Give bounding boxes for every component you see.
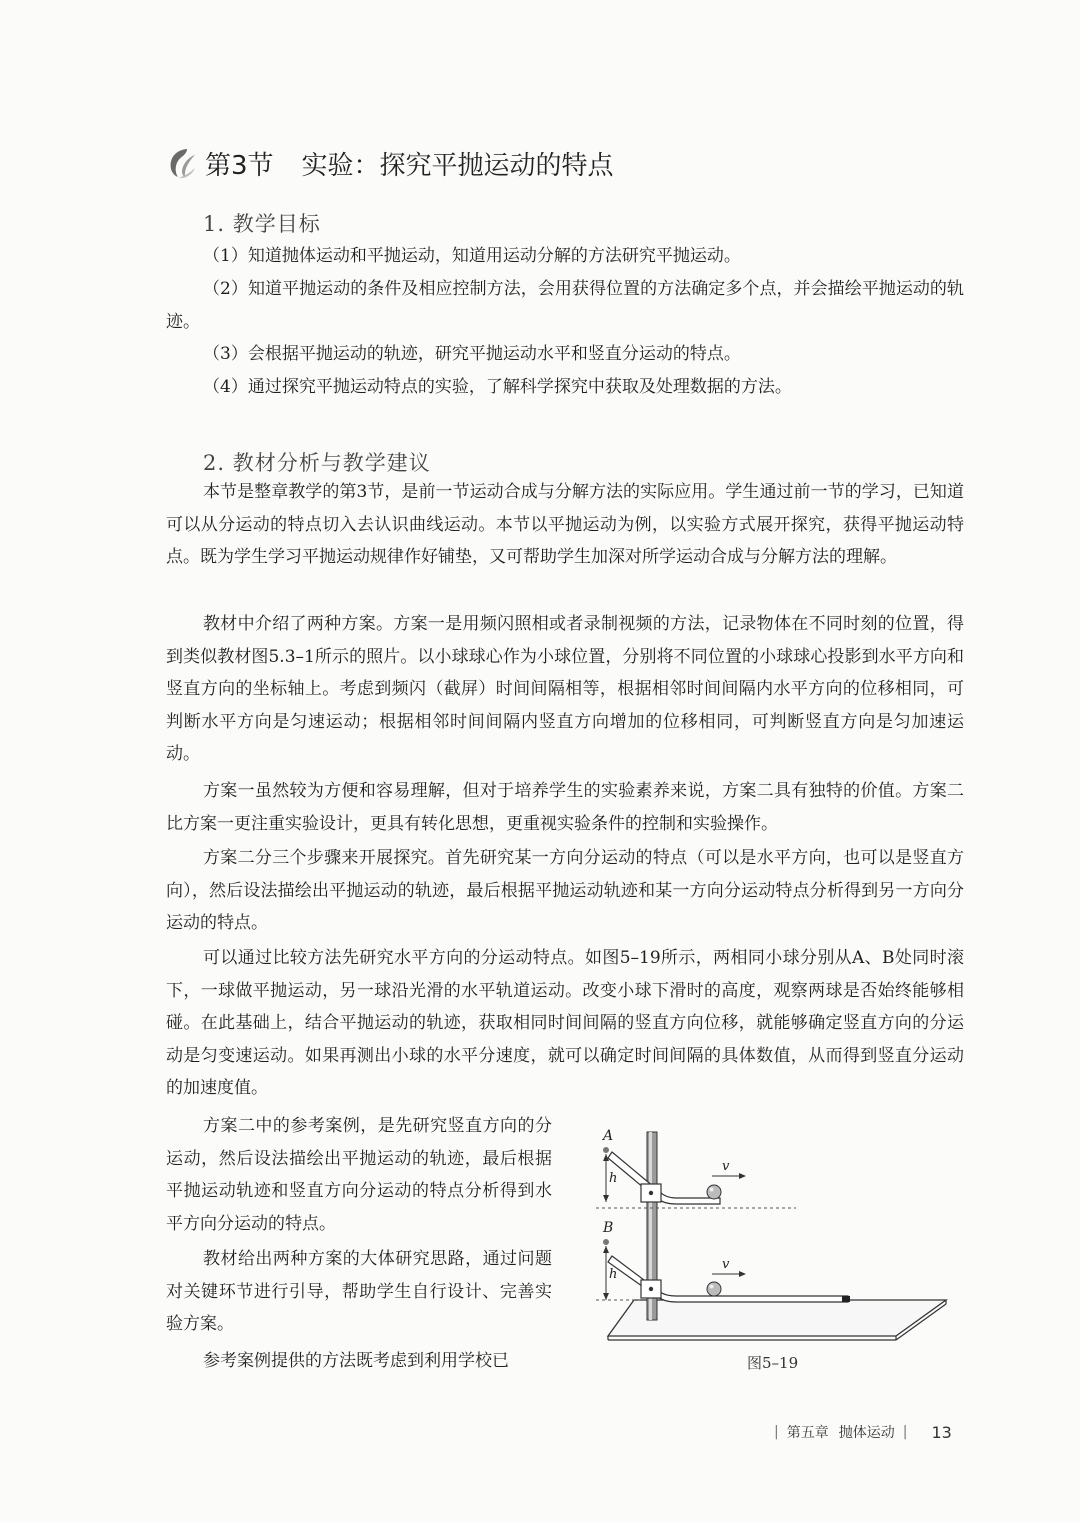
objective-item: （2）知道平抛运动的条件及相应控制方法，会用获得位置的方法确定多个点，并会描绘平抛运动的轨迹。 — [166, 279, 964, 332]
objective-item: （3）会根据平抛运动的轨迹，研究平抛运动水平和竖直分运动的特点。 — [203, 344, 741, 364]
section-heading: 实验：探究平抛运动的特点 — [301, 150, 614, 181]
objective-item: （1）知道抛体运动和平抛运动，知道用运动分解的方法研究平抛运动。 — [203, 246, 741, 266]
footer-divider-left: | — [774, 1424, 779, 1440]
heading-textbook-analysis: 2. 教材分析与教学建议 — [203, 451, 431, 475]
page-footer — [766, 1422, 952, 1442]
body-paragraph-narrow: 教材给出两种方案的大体研究思路，通过问题对关键环节进行引导，帮助学生自行设计、完善实验方案。 — [166, 1249, 552, 1335]
body-paragraph: 方案二分三个步骤来开展探究。首先研究某一方向分运动的特点（可以是水平方向，也可以是竖直方向），然后设法描绘出平抛运动的轨迹，最后根据平抛运动轨迹和某一方向分运动特点分析得到另一方向分运动的特点。 — [166, 848, 964, 934]
figure-caption: 图5–19 — [747, 1354, 799, 1372]
section-title — [165, 140, 614, 186]
body-paragraph: 教材中介绍了两种方案。方案一是用频闪照相或者录制视频的方法，记录物体在不同时刻的位置，得到类似教材图5.3–1所示的照片。以小球球心作为小球位置，分别将不同位置的小球球心投影到水平方向和竖直方向的坐标轴上。考虑到频闪（截屏）时间间隔相等，根据相邻时间间隔内水平方向的位移相同，可判断水平方向是匀速运动；根据相邻时间间隔内竖直方向增加的位移相同，可判断竖直方向是匀加速运动。 — [166, 614, 964, 765]
body-paragraph: 本节是整章教学的第3节，是前一节运动合成与分解方法的实际应用。学生通过前一节的学习，已知道可以从分运动的特点切入去认识曲线运动。本节以平抛运动为例，以实验方式展开探究，获得平抛运动特点。既为学生学习平抛运动规律作好铺垫，又可帮助学生加深对所学运动合成与分解方法的理解。 — [166, 482, 964, 568]
ball-upper — [707, 1185, 721, 1199]
section-number: 第3节 — [205, 150, 274, 181]
body-paragraph-narrow: 方案二中的参考案例，是先研究竖直方向的分运动，然后设法描绘出平抛运动的轨迹，最后根据平抛运动轨迹和竖直方向分运动的特点分析得到水平方向分运动的特点。 — [166, 1116, 552, 1234]
page-number: 13 — [931, 1422, 952, 1442]
section-logo-icon — [165, 145, 201, 181]
objective-item: （4）通过探究平抛运动特点的实验，了解科学探究中获取及处理数据的方法。 — [203, 377, 792, 397]
footer-chapter: 第五章 — [786, 1425, 829, 1441]
label-h-upper: h — [609, 1171, 618, 1186]
label-b: B — [603, 1220, 614, 1236]
label-v-upper: v — [722, 1159, 730, 1174]
base-board — [608, 1300, 946, 1336]
heading-teaching-objectives: 1. 教学目标 — [203, 212, 321, 236]
label-a: A — [603, 1128, 614, 1144]
figure-5-19-diagram — [596, 1124, 956, 1344]
label-h-lower: h — [609, 1267, 618, 1282]
label-v-lower: v — [722, 1257, 730, 1272]
footer-divider-right: | — [902, 1424, 908, 1440]
upper-chute — [608, 1152, 720, 1204]
body-paragraph: 可以通过比较方法先研究水平方向的分运动特点。如图5–19所示，两相同小球分别从A、B处同时滚下，一球做平抛运动，另一球沿光滑的水平轨道运动。改变小球下滑时的高度，观察两球是否始终能够相碰。在此基础上，结合平抛运动的轨迹，获取相同时间间隔的竖直方向位移，就能够确定竖直方向的分运动是匀变速运动。如果再测出小球的水平分速度，就可以确定时间间隔的具体数值，从而得到竖直分运动的加速度值。 — [166, 948, 964, 1099]
footer-chapter-title: 抛体运动 — [838, 1425, 895, 1441]
body-paragraph: 方案一虽然较为方便和容易理解，但对于培养学生的实验素养来说，方案二具有独特的价值。方案二比方案一更注重实验设计，更具有转化思想，更重视实验条件的控制和实验操作。 — [166, 781, 964, 834]
body-paragraph-narrow: 参考案例提供的方法既考虑到利用学校已 — [203, 1351, 509, 1371]
ball-lower — [707, 1282, 721, 1296]
